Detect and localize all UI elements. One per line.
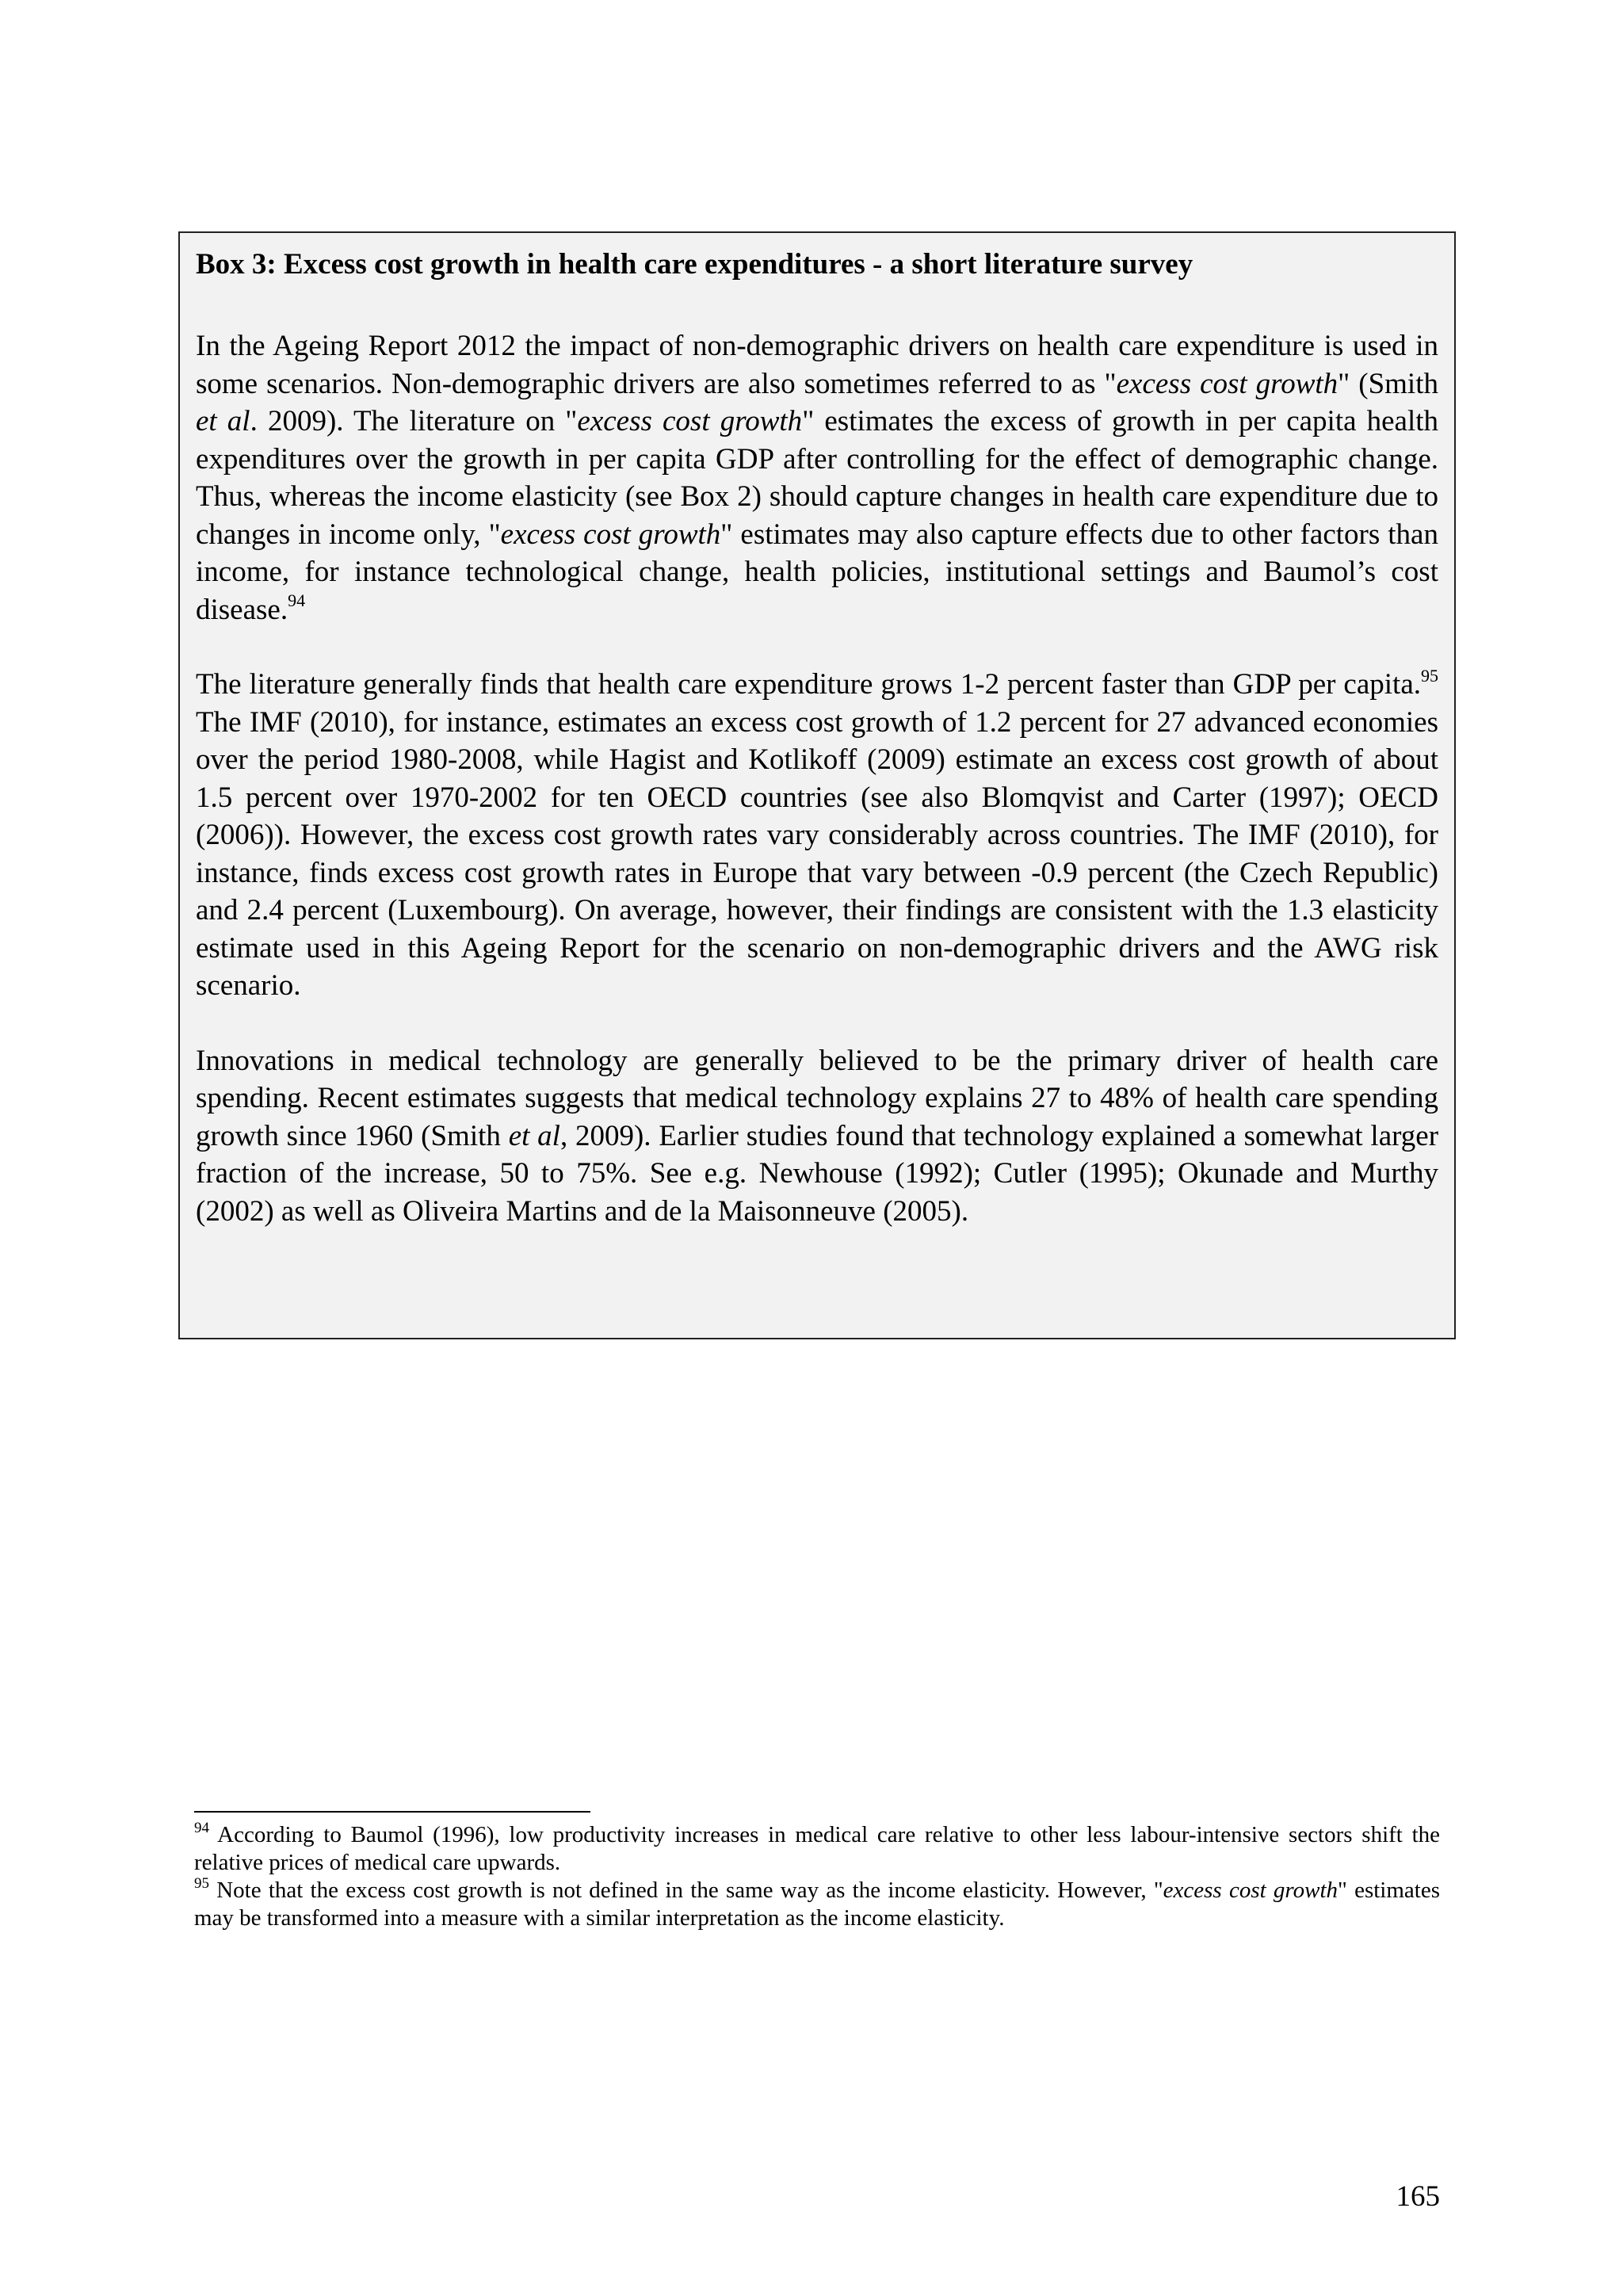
italic-term: et al	[196, 405, 250, 437]
footnote-text: According to Baumol (1996), low productivity increases in medical care relative to other less labour-intensive sectors shift the relative prices of medical care upwards.	[194, 1822, 1440, 1875]
literature-survey-box	[178, 231, 1456, 1339]
text-run: The literature generally finds that health care expenditure grows 1-2 percent faster than GDP per capita.	[196, 668, 1421, 701]
text-run: The IMF (2010), for instance, estimates an excess cost growth of 1.2 percent for 27 advanced economies over the period 1980-2008, while Hagist and Kotlikoff (2009) estimate an excess cost growth of about 1.5 percent over 1970-2002 for ten OECD countries (see also Blomqvist and Carter (1997); OECD (2006)). However, the excess cost growth rates vary considerably across countries. The IMF (2010), for instance, finds excess cost growth rates in Europe that vary between -0.9 percent (the Czech Republic) and 2.4 percent (Luxembourg). On average, however, their findings are consistent with the 1.3 elasticity estimate used in this Ageing Report for the scenario on non-demographic drivers and the AWG risk scenario.	[196, 705, 1438, 1002]
footnote-95	[194, 1877, 1440, 1932]
text-run: In the Ageing Report 2012 the impact of non-demographic drivers on health care expenditure is used in some scenarios. Non-demographic drivers are also sometimes referred to as "	[196, 330, 1438, 400]
text-run: , 2009). Earlier studies found that technology explained a somewhat larger fraction of the increase, 50 to 75%. See e.g. Newhouse (1992); Cutler (1995); Okunade and Murthy (2002) as well as Oliveira Martins and de la Maisonneuve (2005).	[196, 1119, 1439, 1228]
paragraph-gap	[196, 1005, 1438, 1042]
text-run: . 2009). The literature on "	[250, 405, 578, 437]
text-run: Innovations in medical technology are generally believed to be the primary driver of health care spending. Recent estimates suggests that medical technology explains 27 to 48% of health care spending growth since 1960 (Smith	[196, 1044, 1438, 1152]
italic-term: excess cost growth	[1163, 1878, 1338, 1903]
page-number: 165	[1396, 2180, 1440, 2213]
text-run: " (Smith	[1338, 367, 1438, 400]
italic-term: excess cost growth	[577, 405, 803, 437]
footnote-ref-95[interactable]: 95	[1421, 665, 1438, 686]
footnotes	[194, 1821, 1440, 1932]
footnote-ref-94[interactable]: 94	[288, 590, 306, 611]
box-title: Box 3: Excess cost growth in health care expenditures - a short literature survey	[196, 248, 1193, 281]
text-run: " estimates the excess of growth in per capita health expenditures over the growth in per capita GDP after controlling for the effect of demographic change. Thus, whereas the income elasticity (see Box 2) should capture changes in health care expenditure due to changes in income only, "	[196, 405, 1439, 551]
box-paragraph-3	[196, 1042, 1438, 1231]
italic-term: et al	[508, 1119, 560, 1152]
footnote-separator	[194, 1811, 590, 1813]
box-paragraph-2	[196, 666, 1438, 1005]
paragraph-gap	[196, 290, 1438, 327]
italic-term: excess cost growth	[500, 518, 721, 551]
paragraph-gap	[196, 628, 1438, 666]
footnote-text: Note that the excess cost growth is not defined in the same way as the income elasticity. However, "	[209, 1878, 1163, 1903]
footnote-text: " estimates may be transformed into a measure with a similar interpretation as the income elasticity.	[194, 1878, 1440, 1931]
footnote-number: 94	[194, 1820, 209, 1837]
box-paragraph-1	[196, 327, 1438, 628]
footnote-94	[194, 1821, 1440, 1877]
text-run: " estimates may also capture effects due to other factors than income, for instance technological change, health policies, institutional settings and Baumol’s cost disease.	[196, 518, 1438, 626]
footnote-number: 95	[194, 1875, 209, 1893]
italic-term: excess cost growth	[1116, 367, 1338, 400]
